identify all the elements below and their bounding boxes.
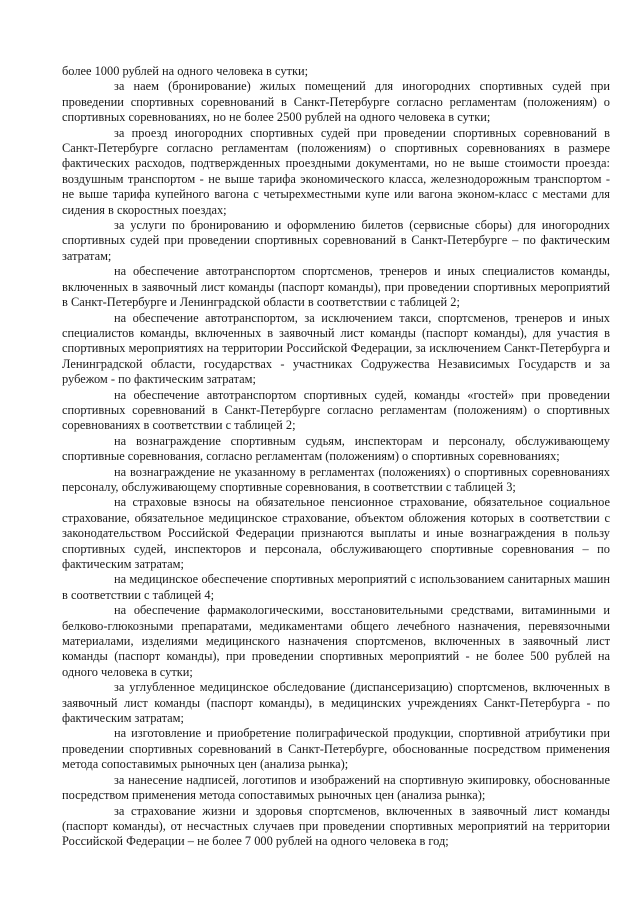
- paragraph-15: за страхование жизни и здоровья спортсменов, включенных в заявочный лист команды (паспорт команды), от несчастных случаев при проведении спортивных мероприятий на территории Российской Федерации – не более 7 000 рублей на одного человека в год;: [62, 803, 610, 849]
- paragraph-9: на страховые взносы на обязательное пенсионное страхование, обязательное социальное страхование, обязательное медицинское страхование, объектом обложения которых в соответствии с законодательством Российской Федерации признаются выплаты и иные вознаграждения в пользу спортивных судей, инспекторов и персонала, обслуживающего спортивные соревнования – по фактическим затратам;: [62, 495, 610, 571]
- paragraph-12: за углубленное медицинское обследование (диспансеризацию) спортсменов, включенных в заявочный лист команды (паспорт команды), в медицинских учреждениях Санкт-Петербурга - по фактическим затратам;: [62, 680, 610, 726]
- paragraph-5: на обеспечение автотранспортом, за исключением такси, спортсменов, тренеров и иных специалистов команды, включенных в заявочный лист команды (паспорт команды), для участия в спортивных мероприятиях на территории Российской Федерации, за исключением Санкт-Петербурга и Ленинградской области, государствах - участниках Содружества Независимых Государств и за рубежом - по фактическим затратам;: [62, 310, 610, 387]
- paragraph-8: на вознаграждение не указанному в регламентах (положениях) о спортивных соревнованиях персоналу, обслуживающему спортивные соревнования, в соответствии с таблицей 3;: [62, 464, 610, 494]
- paragraph-10: на медицинское обеспечение спортивных мероприятий с использованием санитарных машин в соответствии с таблицей 4;: [62, 572, 610, 602]
- paragraph-0: более 1000 рублей на одного человека в сутки;: [62, 64, 309, 78]
- paragraph-7: на вознаграждение спортивным судьям, инспекторам и персоналу, обслуживающему спортивные соревнования, согласно регламентам (положениям) о спортивных соревнованиях;: [62, 433, 610, 464]
- paragraph-14: за нанесение надписей, логотипов и изображений на спортивную экипировку, обоснованные посредством применения метода сопоставимых рыночных цен (анализа рынка);: [62, 772, 610, 803]
- paragraph-6: на обеспечение автотранспортом спортивных судей, команды «гостей» при проведении спортивных соревнований в Санкт-Петербурге согласно регламентам (положениям) о спортивных соревнованиях в соответствии с таблицей 2;: [62, 387, 610, 433]
- paragraph-3: за услуги по бронированию и оформлению билетов (сервисные сборы) для иногородних спортивных судей при проведении спортивных соревнований в Санкт-Петербурге – по фактическим затратам;: [62, 218, 610, 263]
- paragraph-4: на обеспечение автотранспортом спортсменов, тренеров и иных специалистов команды, включенных в заявочный лист команды (паспорт команды), при проведении спортивных мероприятий в Санкт-Петербурге и Ленинградской области в соответствии с таблицей 2;: [62, 264, 610, 310]
- document-page: [62, 64, 610, 850]
- paragraph-11: на обеспечение фармакологическими, восстановительными средствами, витаминными и белково-глюкозными препаратами, медикаментами общего лечебного назначения, перевязочными материалами, изделиями медицинского назначения спортсменов, включенных в заявочный лист команды (паспорт команды), при проведении спортивных мероприятий - не более 500 рублей на одного человека в сутки;: [62, 603, 610, 679]
- paragraph-1: за наем (бронирование) жилых помещений для иногородних спортивных судей при проведении спортивных соревнований в Санкт-Петербурге согласно регламентам (положениям) о спортивных соревнованиях, но не более 2500 рублей на одного человека в сутки;: [62, 79, 610, 125]
- paragraph-13: на изготовление и приобретение полиграфической продукции, спортивной атрибутики при проведении спортивных соревнований в Санкт-Петербурге, обоснованные посредством применения метода сопоставимых рыночных цен (анализа рынка);: [62, 726, 610, 772]
- paragraph-2: за проезд иногородних спортивных судей при проведении спортивных соревнований в Санкт-Петербурге согласно регламентам (положениям) о спортивных соревнованиях в размере фактических расходов, подтвержденных проездными документами, но не выше стоимости проезда: воздушным транспортом - не выше тарифа экономического класса, железнодорожным транспортом - не выше тарифа купейного вагона с четырехместными купе или вагона эконом-класс с местами для сидения в скоростных поездах;: [62, 125, 610, 217]
